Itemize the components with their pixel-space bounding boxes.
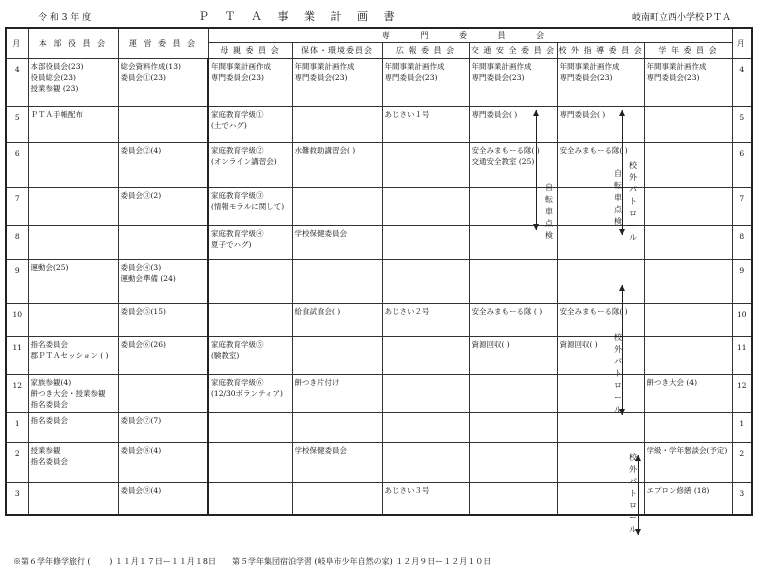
cell-text: 資源回収( ) <box>471 340 510 349</box>
cell-kogai <box>557 260 644 304</box>
cell-hotai <box>292 260 382 304</box>
cell-haha <box>208 304 292 337</box>
cell-text: 学校保健委員会 <box>294 446 347 455</box>
cell-text: 指名委員会 <box>30 340 68 349</box>
header-unei: 運 営 委 員 会 <box>118 28 208 59</box>
patrol-label-1: 校 外 パ ト ロ ー ル <box>629 161 637 242</box>
cell-text: 交通安全教室 (25) <box>471 157 535 166</box>
cell-haha <box>208 143 292 188</box>
cell-gakunen <box>644 226 732 260</box>
month-cell-right: 10 <box>732 304 752 337</box>
header-left: 令 和 3 年 度 <box>38 13 92 23</box>
cell-text: 委員会④(3) <box>120 263 162 272</box>
cell-honbu <box>28 443 118 483</box>
cell-hotai <box>292 143 382 188</box>
cell-text: 委員会⑧(4) <box>120 446 162 455</box>
month-cell-right: 12 <box>732 375 752 413</box>
table-row <box>6 143 752 188</box>
patrol-arrow-3 <box>638 455 639 535</box>
cell-haha <box>208 337 292 375</box>
cell-gakunen <box>644 260 732 304</box>
table-row <box>6 59 752 107</box>
cell-hotai <box>292 107 382 143</box>
month-cell: 11 <box>6 337 28 375</box>
month-cell-right: 1 <box>732 413 752 443</box>
cell-hotai <box>292 375 382 413</box>
cell-text: ＰＴＡ手帳配布 <box>30 110 83 119</box>
cell-text: (オンライン講習会) <box>211 157 277 166</box>
cell-hotai <box>292 337 382 375</box>
cell-gakunen <box>644 107 732 143</box>
month-cell-right: 4 <box>732 59 752 107</box>
cell-koho <box>382 188 469 226</box>
month-cell: 8 <box>6 226 28 260</box>
bike-check-arrow-kotsu <box>536 110 537 230</box>
month-cell-right: 6 <box>732 143 752 188</box>
cell-text: 安全みまもーる隊( ) <box>559 307 628 316</box>
cell-koho <box>382 260 469 304</box>
cell-haha <box>208 59 292 107</box>
cell-koho <box>382 483 469 515</box>
cell-kotsu <box>469 59 557 107</box>
cell-koho <box>382 226 469 260</box>
cell-gakunen <box>644 188 732 226</box>
patrol-label-2: 校 外 パ ト ロ ー ル <box>614 333 622 414</box>
cell-text: 年間事業計画作成 <box>646 62 707 71</box>
cell-gakunen <box>644 143 732 188</box>
cell-text: 学級・学年懇談会(予定) <box>646 446 728 455</box>
month-cell-right: 2 <box>732 443 752 483</box>
cell-kotsu <box>469 304 557 337</box>
cell-unei <box>118 143 208 188</box>
header-senmon-group: 専 門 委 員 会 <box>208 28 732 43</box>
cell-text: 専門委員会(23) <box>471 73 525 82</box>
cell-honbu <box>28 375 118 413</box>
month-cell-right: 11 <box>732 337 752 375</box>
cell-text: 餅つき大会 (4) <box>646 378 698 387</box>
cell-honbu <box>28 107 118 143</box>
cell-text: 専門委員会(23) <box>559 73 613 82</box>
cell-unei <box>118 304 208 337</box>
cell-koho <box>382 413 469 443</box>
cell-text: 運動会(25) <box>30 263 69 272</box>
cell-text: 指名委員会 <box>30 457 68 466</box>
header-month: 月 <box>6 28 28 59</box>
cell-koho <box>382 375 469 413</box>
month-cell: 4 <box>6 59 28 107</box>
month-cell-right: 5 <box>732 107 752 143</box>
table-row <box>6 304 752 337</box>
table-row <box>6 375 752 413</box>
cell-unei <box>118 337 208 375</box>
cell-text: 家庭教育学級③ <box>211 191 264 200</box>
cell-text: (情報モラルに関して) <box>211 202 285 211</box>
cell-hotai <box>292 59 382 107</box>
cell-text: あじさい１号 <box>384 110 430 119</box>
cell-gakunen <box>644 483 732 515</box>
header-kotsu: 交 通 安 全 委 員 会 <box>469 43 557 59</box>
cell-text: (12/30ボランティア) <box>211 389 283 398</box>
month-cell-right: 7 <box>732 188 752 226</box>
cell-koho <box>382 143 469 188</box>
cell-kotsu <box>469 337 557 375</box>
cell-text: 委員会⑨(4) <box>120 486 162 495</box>
cell-haha <box>208 375 292 413</box>
cell-text: あじさい２号 <box>384 307 430 316</box>
cell-text: 運動会準備 (24) <box>120 274 176 283</box>
cell-gakunen <box>644 304 732 337</box>
cell-text: 安全みまもーる隊( ) <box>559 146 628 155</box>
cell-text: 家庭教育学級① <box>211 110 264 119</box>
table-row <box>6 443 752 483</box>
cell-text: 指名委員会 <box>30 416 68 425</box>
cell-text: 水難救助講習会( ) <box>294 146 356 155</box>
cell-haha <box>208 260 292 304</box>
cell-text: 家庭教育学級④ <box>211 229 264 238</box>
month-cell: 5 <box>6 107 28 143</box>
cell-text: 授業参観 <box>30 446 61 455</box>
cell-honbu <box>28 260 118 304</box>
table-row <box>6 107 752 143</box>
cell-hotai <box>292 226 382 260</box>
bike-check-label-kotsu: 自 転 車 点 検 <box>545 183 553 240</box>
table-row <box>6 226 752 260</box>
document-title: Ｐ Ｔ Ａ 事 業 計 画 書 <box>198 10 401 23</box>
cell-text: 年間事業計画作成 <box>294 62 355 71</box>
header-school: 岐南町立西小学校ＰＴＡ <box>632 13 732 23</box>
cell-koho <box>382 107 469 143</box>
cell-hotai <box>292 443 382 483</box>
cell-kogai <box>557 337 644 375</box>
cell-text: 委員会⑦(7) <box>120 416 162 425</box>
cell-kotsu <box>469 260 557 304</box>
table-row <box>6 413 752 443</box>
cell-kotsu <box>469 375 557 413</box>
cell-honbu <box>28 413 118 443</box>
header-haha: 母 親 委 員 会 <box>208 43 292 59</box>
cell-text: 専門委員会(23) <box>294 73 348 82</box>
cell-honbu <box>28 188 118 226</box>
cell-honbu <box>28 59 118 107</box>
cell-honbu <box>28 337 118 375</box>
cell-text: 安全みまもーる隊 ( ) <box>471 307 543 316</box>
footer-note: ※第６学年修学旅行 ( ) １１月１７日ー１１月１8日 第５学年集団宿泊学習 (岐阜市少年自然の家) １２月９日ー１２月１０日 <box>13 557 492 566</box>
cell-kogai <box>557 375 644 413</box>
cell-haha <box>208 443 292 483</box>
table-row <box>6 337 752 375</box>
cell-kogai <box>557 107 644 143</box>
cell-text: 資源回収( ) <box>559 340 598 349</box>
cell-text: (験教室) <box>211 351 240 360</box>
cell-koho <box>382 337 469 375</box>
month-cell: 9 <box>6 260 28 304</box>
cell-text: 家庭教育学級② <box>211 146 264 155</box>
cell-gakunen <box>644 443 732 483</box>
header-gakunen: 学 年 委 員 会 <box>644 43 732 59</box>
month-cell-right: 9 <box>732 260 752 304</box>
cell-hotai <box>292 413 382 443</box>
cell-unei <box>118 375 208 413</box>
month-cell: 10 <box>6 304 28 337</box>
cell-haha <box>208 107 292 143</box>
month-cell-right: 3 <box>732 483 752 515</box>
cell-kotsu <box>469 483 557 515</box>
cell-honbu <box>28 304 118 337</box>
cell-text: 専門委員会(23) <box>211 73 264 82</box>
month-cell: 3 <box>6 483 28 515</box>
cell-text: (土でハグ) <box>211 121 247 130</box>
cell-unei <box>118 443 208 483</box>
month-cell: 7 <box>6 188 28 226</box>
header-kogai: 校 外 指 導 委 員 会 <box>557 43 644 59</box>
cell-text: 委員会⑥(26) <box>120 340 166 349</box>
cell-text: 餅つき片付け <box>294 378 340 387</box>
cell-text: 本部役員会(23) <box>30 62 84 71</box>
cell-gakunen <box>644 375 732 413</box>
cell-text: 役員総会(23) <box>30 73 76 82</box>
cell-unei <box>118 59 208 107</box>
cell-honbu <box>28 143 118 188</box>
cell-haha <box>208 413 292 443</box>
cell-text: 専門委員会( ) <box>559 110 606 119</box>
cell-gakunen <box>644 337 732 375</box>
cell-text: 授業参観 (23) <box>30 84 79 93</box>
month-cell: 2 <box>6 443 28 483</box>
cell-text: エプロン修繕 (18) <box>646 486 710 495</box>
cell-kotsu <box>469 107 557 143</box>
cell-text: 委員会⑤(15) <box>120 307 166 316</box>
cell-kogai <box>557 59 644 107</box>
cell-text: 年間事業計画作成 <box>211 62 271 71</box>
cell-kotsu <box>469 143 557 188</box>
header-koho: 広 報 委 員 会 <box>382 43 469 59</box>
month-cell-right: 8 <box>732 226 752 260</box>
cell-text: 郡ＰＴＡセッション ( ) <box>30 351 109 360</box>
cell-text: 餅つき大会・授業参観 <box>30 389 106 398</box>
cell-haha <box>208 226 292 260</box>
cell-gakunen <box>644 59 732 107</box>
cell-text: 家庭教育学級⑤ <box>211 340 264 349</box>
header-honbu: 本 部 役 員 会 <box>28 28 118 59</box>
cell-honbu <box>28 483 118 515</box>
cell-text: 委員会①(23) <box>120 73 166 82</box>
plan-table <box>5 27 753 516</box>
bike-check-label-kogai: 自 転 車 点 検 <box>614 169 622 226</box>
cell-koho <box>382 59 469 107</box>
month-cell: 1 <box>6 413 28 443</box>
cell-text: 夏子でハグ) <box>211 240 252 249</box>
cell-kotsu <box>469 443 557 483</box>
cell-unei <box>118 413 208 443</box>
cell-text: 委員会②(4) <box>120 146 162 155</box>
cell-haha <box>208 483 292 515</box>
cell-koho <box>382 304 469 337</box>
header-month-right: 月 <box>732 28 752 59</box>
cell-text: 給食試食会( ) <box>294 307 341 316</box>
cell-honbu <box>28 226 118 260</box>
cell-unei <box>118 260 208 304</box>
cell-text: 年間事業計画作成 <box>471 62 532 71</box>
cell-kogai <box>557 413 644 443</box>
cell-text: 年間事業計画作成 <box>559 62 620 71</box>
table-row <box>6 188 752 226</box>
patrol-label-3: 校 外 パ ト ロ ー ル <box>629 453 637 534</box>
cell-hotai <box>292 304 382 337</box>
cell-text: 指名委員会 <box>30 400 68 409</box>
cell-text: 学校保健委員会 <box>294 229 347 238</box>
month-cell: 6 <box>6 143 28 188</box>
cell-text: 総会資料作成(13) <box>120 62 181 71</box>
header-hotai: 保体・環境委員会 <box>292 43 382 59</box>
cell-unei <box>118 188 208 226</box>
cell-hotai <box>292 483 382 515</box>
cell-text: 専門委員会(23) <box>646 73 700 82</box>
cell-kotsu <box>469 413 557 443</box>
cell-koho <box>382 443 469 483</box>
cell-text: 専門委員会(23) <box>384 73 438 82</box>
month-cell: 12 <box>6 375 28 413</box>
cell-text: 委員会③(2) <box>120 191 162 200</box>
cell-kogai <box>557 304 644 337</box>
cell-text: 家庭教育学級⑥ <box>211 378 264 387</box>
cell-text: あじさい３号 <box>384 486 430 495</box>
cell-text: 家族参観(4) <box>30 378 72 387</box>
cell-haha <box>208 188 292 226</box>
cell-unei <box>118 107 208 143</box>
cell-text: 専門委員会( ) <box>471 110 518 119</box>
cell-hotai <box>292 188 382 226</box>
table-row <box>6 483 752 515</box>
cell-unei <box>118 483 208 515</box>
cell-unei <box>118 226 208 260</box>
cell-text: 安全みまもーる隊( ) <box>471 146 540 155</box>
cell-gakunen <box>644 413 732 443</box>
cell-text: 年間事業計画作成 <box>384 62 445 71</box>
table-row <box>6 260 752 304</box>
